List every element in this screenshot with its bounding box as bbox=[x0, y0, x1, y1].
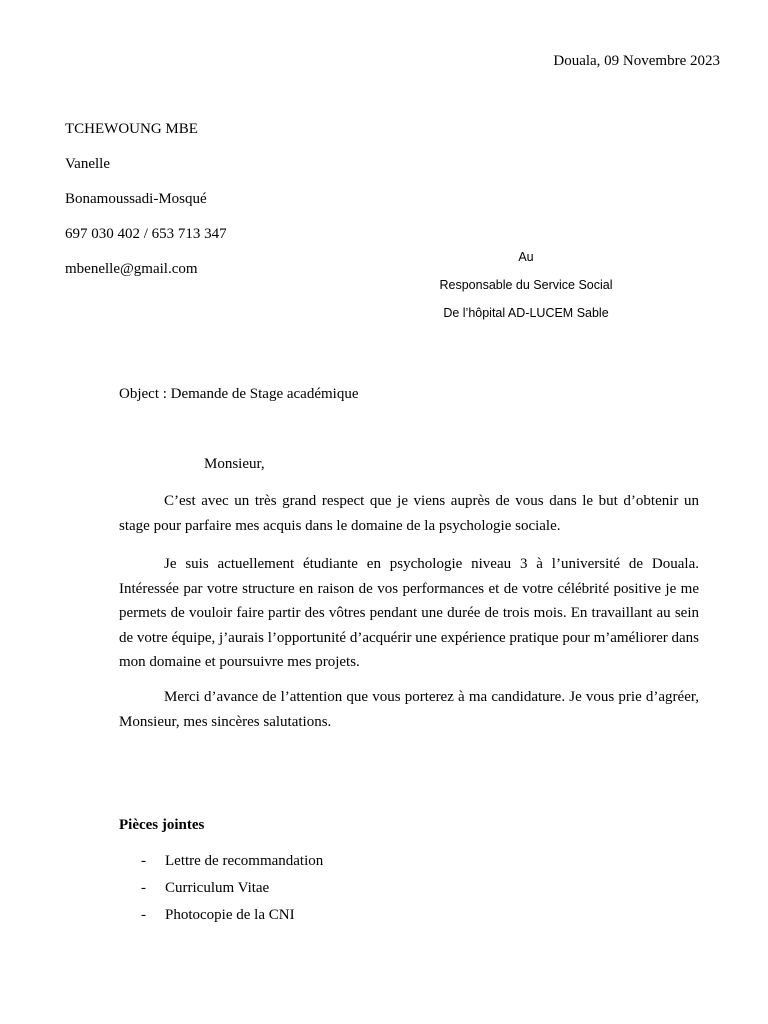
recipient-line-hospital: De l’hôpital AD-LUCEM Sable bbox=[443, 306, 609, 320]
sender-address: Bonamoussadi-Mosqué bbox=[65, 191, 207, 207]
body-paragraph-3: Merci d’avance de l’attention que vous porterez à ma candidature. Je vous prie d’agréer, Monsieur, mes sincères salutations. bbox=[119, 689, 699, 730]
sender-name: TCHEWOUNG MBE bbox=[65, 121, 198, 137]
attachment-label: Curriculum Vitae bbox=[165, 880, 270, 896]
attachment-label: Photocopie de la CNI bbox=[165, 907, 295, 923]
attachment-item bbox=[141, 878, 323, 905]
body-paragraph-2: Je suis actuellement étudiante en psychologie niveau 3 à l’université de Douala. Intéressée par votre structure en raison de vos performances et de votre célébrité positive je me permets de vouloir faire partir des vôtres pendant une durée de trois mois. En travaillant au sein de votre équipe, j’aurais l’opportunité d’acquérir une expérience pratique pour m’améliorer dans mon domaine et poursuivre mes projets. bbox=[119, 556, 699, 670]
letter-date: Douala, 09 Novembre 2023 bbox=[553, 53, 720, 69]
recipient-line-title: Responsable du Service Social bbox=[439, 278, 613, 292]
attachment-label: Lettre de recommandation bbox=[165, 853, 324, 869]
list-dash: - bbox=[141, 880, 146, 896]
attachments-title: Pièces jointes bbox=[119, 817, 205, 833]
recipient-line-au: Au bbox=[518, 250, 534, 264]
sender-phones: 697 030 402 / 653 713 347 bbox=[65, 226, 227, 242]
list-dash: - bbox=[141, 907, 146, 923]
attachment-item bbox=[141, 905, 323, 932]
sender-first-name: Vanelle bbox=[65, 156, 110, 172]
salutation: Monsieur, bbox=[204, 456, 265, 472]
recipient-block bbox=[421, 248, 631, 332]
letter-object: Object : Demande de Stage académique bbox=[119, 386, 359, 402]
sender-email: mbenelle@gmail.com bbox=[65, 261, 198, 277]
attachment-item bbox=[141, 851, 323, 878]
body-paragraph-1: C’est avec un très grand respect que je viens auprès de vous dans le but d’obtenir un stage pour parfaire mes acquis dans le domaine de la psychologie sociale. bbox=[119, 493, 699, 534]
list-dash: - bbox=[141, 853, 146, 869]
attachments-list bbox=[141, 851, 323, 932]
